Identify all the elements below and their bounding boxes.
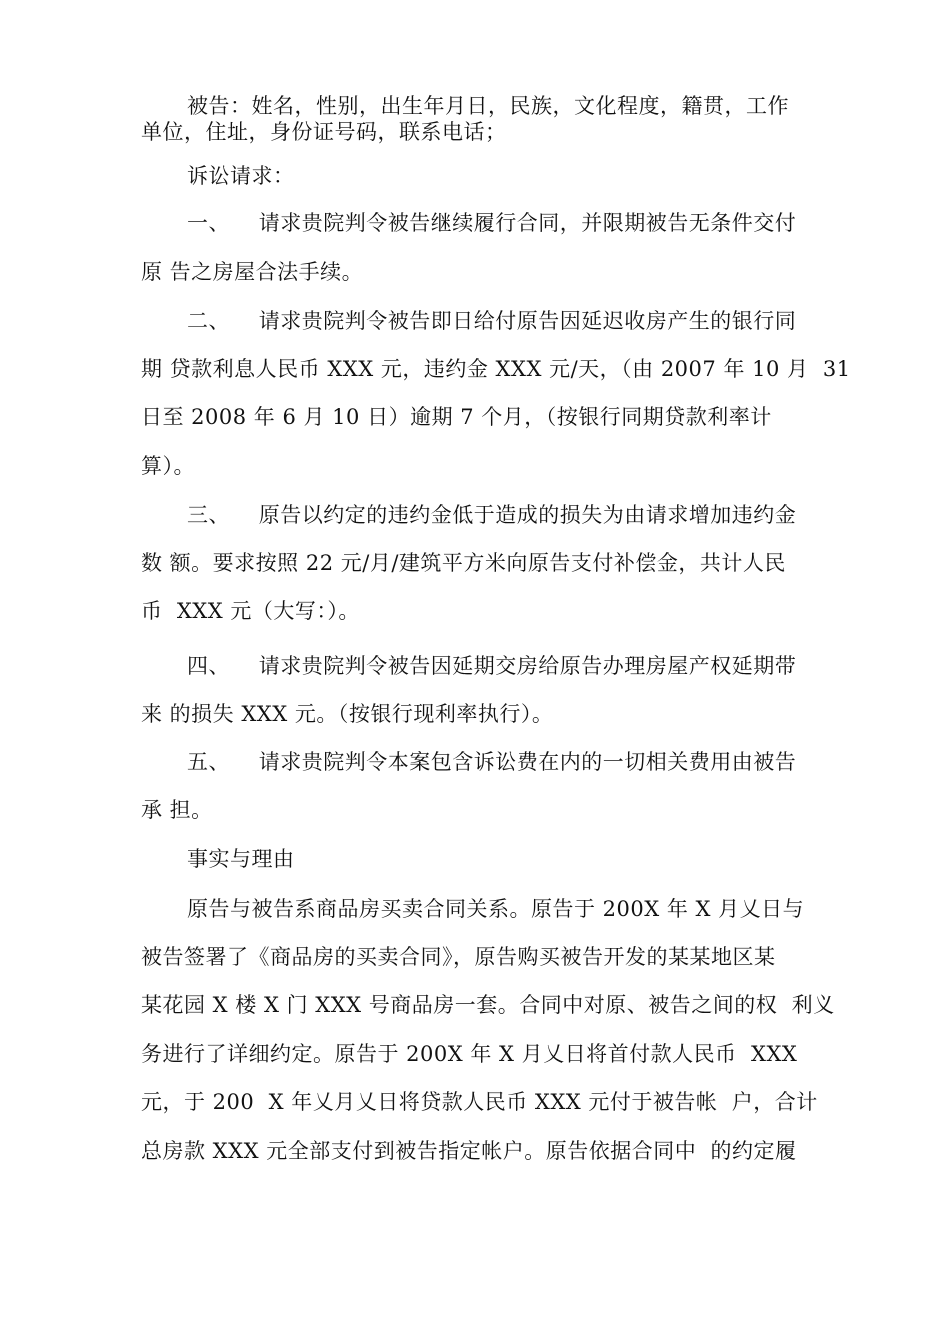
defendant-info-line-2: 单位，住址，身份证号码，联系电话；	[141, 120, 507, 144]
claim-3-line-3: 币 XXX 元（大写：）。	[141, 599, 360, 623]
claim-4-line-1: 四、 请求贵院判令被告因延期交房给原告办理房屋产权延期带	[187, 654, 797, 678]
facts-line-2: 被告签署了《商品房的买卖合同》，原告购买被告开发的某某地区某	[141, 945, 776, 969]
facts-line-4: 务进行了详细约定。原告于 200X 年 X 月乂日将首付款人民币 XXX	[141, 1042, 798, 1066]
claim-2-line-4: 算）。	[141, 454, 195, 478]
claim-2-line-3: 日至 2008 年 6 月 10 日）逾期 7 个月，（按银行同期贷款利率计	[141, 405, 772, 429]
claim-5-line-2: 承 担。	[141, 798, 213, 822]
claim-2-line-1: 二、 请求贵院判令被告即日给付原告因延迟收房产生的银行同	[187, 309, 797, 333]
claim-5-line-1: 五、 请求贵院判令本案包含诉讼费在内的一切相关费用由被告	[187, 750, 797, 774]
claim-1-line-2: 原 告之房屋合法手续。	[141, 260, 364, 284]
claim-4-line-2: 来 的损失 XXX 元。（按银行现利率执行）。	[141, 702, 554, 726]
claims-heading: 诉讼请求：	[187, 164, 295, 188]
claim-3-line-1: 三、 原告以约定的违约金低于造成的损失为由请求增加违约金	[187, 503, 797, 527]
claim-2-line-2: 期 贷款利息人民币 XXX 元，违约金 XXX 元/天，（由 2007 年 10 月 31	[141, 357, 851, 381]
facts-line-3: 某花园 X 楼 X 门 XXX 号商品房一套。合同中对原、被告之间的权 利义	[141, 993, 835, 1017]
facts-line-6: 总房款 XXX 元全部支付到被告指定帐户。原告依据合同中 的约定履	[141, 1139, 797, 1163]
claim-1-line-1: 一、 请求贵院判令被告继续履行合同，并限期被告无条件交付	[187, 211, 797, 235]
facts-heading: 事实与理由	[187, 847, 295, 871]
facts-line-1: 原告与被告系商品房买卖合同关系。原告于 200X 年 X 月乂日与	[187, 897, 805, 921]
defendant-info-line-1: 被告：姓名，性别，出生年月日，民族，文化程度，籍贯，工作	[187, 94, 789, 118]
facts-line-5: 元，于 200 X 年乂月乂日将贷款人民币 XXX 元付于被告帐 户，合计	[141, 1090, 818, 1114]
claim-3-line-2: 数 额。要求按照 22 元/月/建筑平方米向原告支付补偿金，共计人民	[141, 551, 786, 575]
